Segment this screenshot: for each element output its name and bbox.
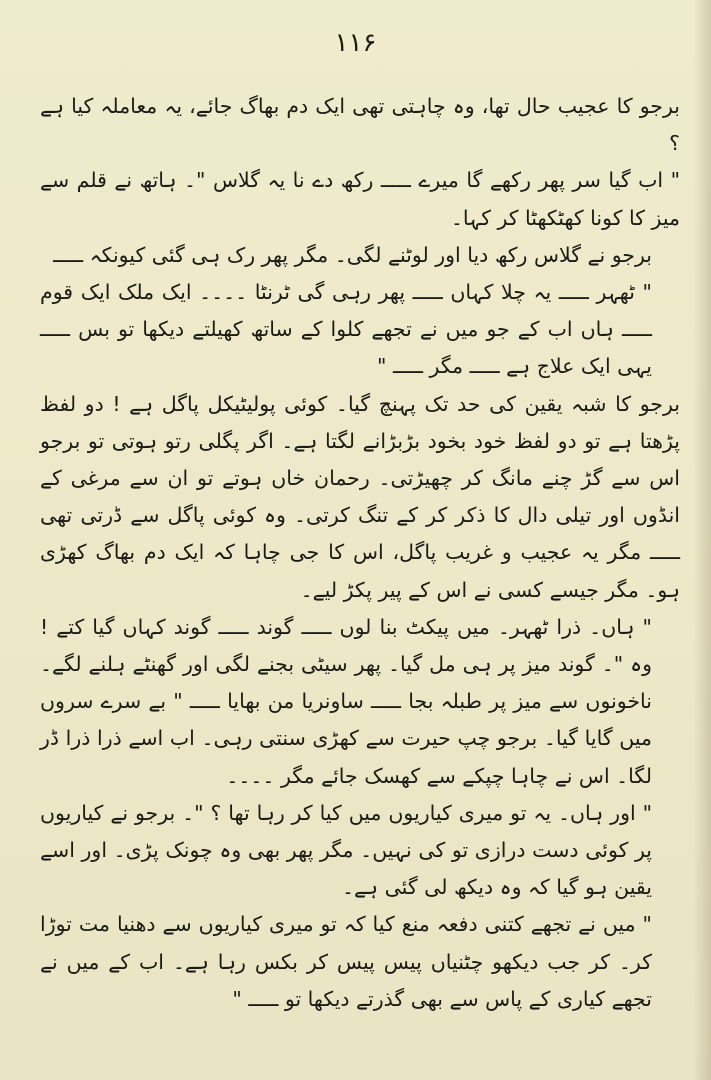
paragraph: برجو کا شبہ یقین کی حد تک پہنچ گیا۔ کوئی پولیٹیکل پاگل ہے ! دو لفظ پڑھتا ہے تو دو لفظ خود بخود بڑبڑانے لگتا ہے۔ اگر پگلی رتو ہوتی تو برجو اس سے گڑ چنے مانگ کر چھیڑتی۔ رحمان خاں ہوتے تو ان سے مرغی کے انڈوں اور تیلی دال کا ذکر کر کے تنگ کرتی۔ وہ کوئی پاگل سے ڈرتی تھی ـــــ مگر یہ عجیب و غریب پاگل، اس کا جی چاہا کہ ایک دم بھاگ کھڑی ہو۔ مگر جیسے کسی نے اس کے پیر پکڑ لیے۔ — [40, 391, 680, 602]
paragraph: " میں نے تجھے کتنی دفعہ منع کیا کہ تو میری کیاریوں سے دھنیا مت توڑا کر۔ کر جب دیکھو چٹنیاں پیس پیس کر بکس رہا ہے۔ اب کے میں نے تجھے کیاری کے پاس سے بھی گذرتے دیکھا تو ـــــ " — [40, 912, 652, 1011]
paragraph: " ٹھہر ـــــ یہ چلا کہاں ـــــ پھر رہی گی ٹرنٹا ۔۔۔۔ ایک ملک ایک قوم ـــــ ہاں اب کے جو میں نے تجھے کلوا کے ساتھ کھیلتے دیکھا تو بس ـــــ یہی ایک علاج ہے ـــــ مگر ـــــ " — [40, 280, 652, 379]
paragraph: " ہاں۔ ذرا ٹھہر۔ میں پیکٹ بنا لوں ـــــ گوند ـــــ گوند کہاں گیا کتے ! وہ "۔ گوند میز پر ہی مل گیا۔ پھر سیٹی بجنے لگی اور گھنٹے ہلنے لگے۔ ناخونوں سے میز پر طبلہ بجا ـــــ ساونریا من بھایا ـــــ " بے سرے سروں میں گایا گیا۔ برجو چپ حیرت سے کھڑی سنتی رہی۔ اب اسے ذرا ذرا ڈر لگا۔ اس نے چاہا چپکے سے کھسک جائے مگر ۔۔۔۔ — [40, 614, 652, 788]
paragraph: برجو نے گلاس رکھ دیا اور لوٹنے لگی۔ مگر پھر رک ہی گئی کیونکہ ـــــ — [53, 242, 652, 267]
paragraph: برجو کا عجیب حال تھا، وہ چاہتی تھی ایک دم بھاگ جائے، یہ معاملہ کیا ہے ؟ — [40, 94, 680, 156]
urdu-text-block — [40, 88, 680, 1018]
binding-shadow — [693, 0, 711, 1080]
paragraph: " اب گیا سر پھر رکھے گا میرے ـــــ رکھ دے نا یہ گلاس "۔ ہاتھ نے قلم سے میز کا کونا کھٹکھٹا کر کہا۔ — [40, 168, 680, 230]
page-number: ۱۱۶ — [334, 28, 377, 58]
paragraph: " اور ہاں۔ یہ تو میری کیاریوں میں کیا کر رہا تھا ؟ "۔ برجو نے کیاریوں پر کوئی دست درازی تو کی نہیں۔ مگر پھر بھی وہ چونک پڑی۔ اور اسے یقین ہو گیا کہ وہ دیکھ لی گئی ہے۔ — [40, 800, 652, 900]
